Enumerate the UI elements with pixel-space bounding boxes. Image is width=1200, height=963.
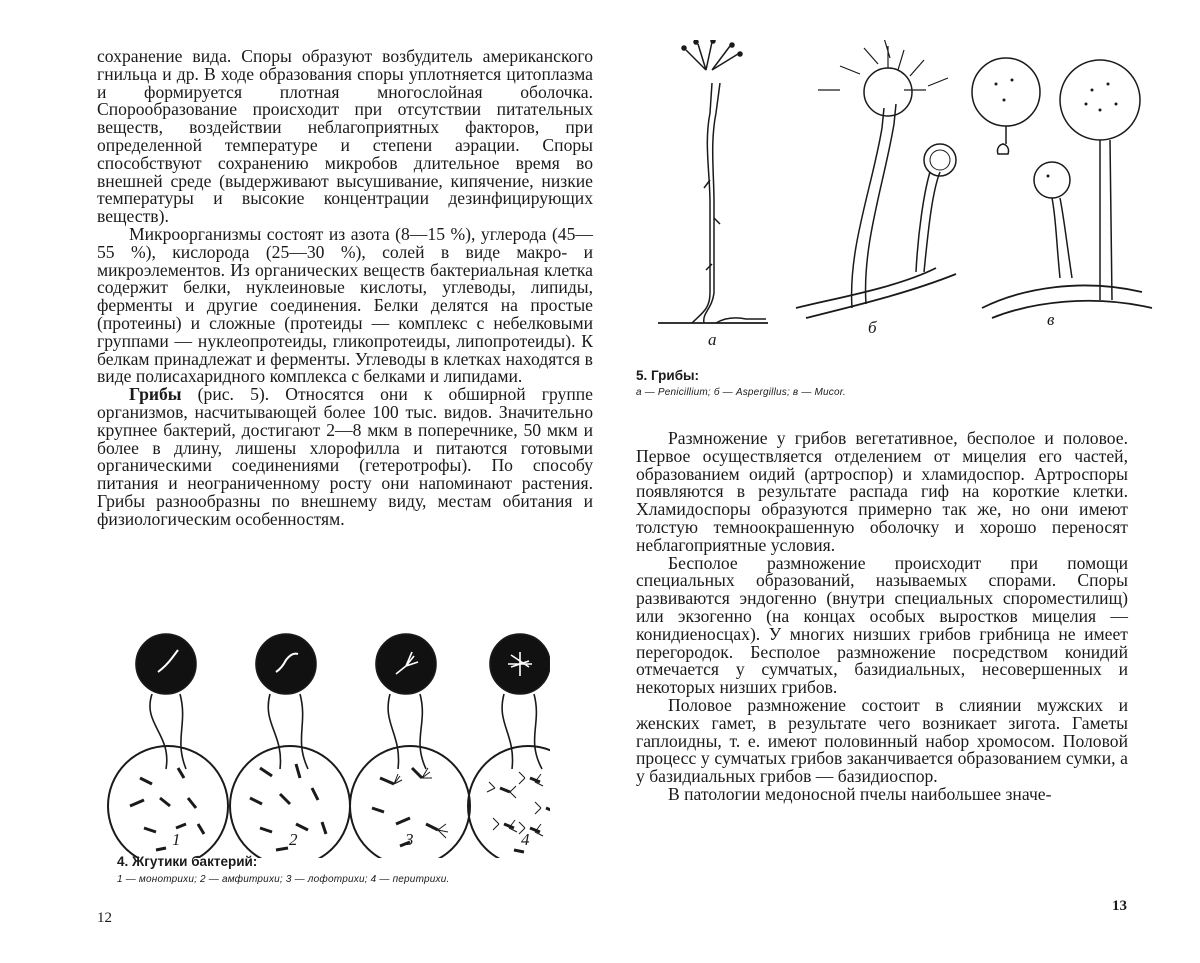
paragraph-reproduction: Размножение у грибов вегетативное, бесполое и половое. Первое осуществляется отделением от мицелия его частей, образованием оидий (артроспор) и хламидоспор. Артроспоры появляются в результате распада гиф на короткие клетки. Хламидоспоры образуются примерно так же, но они имеют толстую темноокрашенную оболочку и хорошо переносят неблагоприятные условия. [636,428,1128,555]
fungi-text: (рис. 5). Относятся они к обширной группе организмов, насчитывающей более 100 тыс. видов. Значительно крупнее бактерий, достигают 2—8 мкм в поперечнике, 50 мкм и более в длину, лишены хлорофилла и питаются готовыми органическими соединениями (гетеротрофы). По способу питания и неограниченному росту они напоминают растения. Грибы разнообразны по внешнему виду, местам обитания и физиологическим особенностям. [97,384,593,529]
page-number-left: 12 [97,910,112,926]
figure-4-flagella [100,628,550,858]
right-page [600,0,1200,963]
fungi-term: Грибы [129,384,182,405]
figure-4-lophotrichous-illustration [350,634,470,858]
page-number-right: 13 [1112,898,1127,914]
figure-4-amphitrichous-illustration [230,634,350,858]
figure-5-fungi [656,40,1166,340]
figure-4-label-2: 2 [289,830,298,849]
paragraph-composition: Микроорганизмы состоят из азота (8—15 %), углерода (45—55 %), кислорода (25—30 %), солей в виде макро- и микроэлементов. Из органических веществ бактериальная клетка содержит белки, нуклеиновые кислоты, углеводы, липиды, ферменты и другие соединения. Белки делятся на простые (протеины) и сложные (протеиды — комплекс с небелковыми группами — нуклеопротеиды, гликопротеиды, липопротеиды). К белкам принадлежат и ферменты. Углеводы в клетках находятся в виде полисахаридного комплекса с белками и липидами. [97,223,593,387]
figure-5-caption-body: а — Penicillium; б — Aspergillus; в — Mucor. [636,387,846,398]
figure-4-monotrichous-illustration [108,634,228,858]
paragraph-sexual: Половое размножение состоит в слиянии мужских и женских гамет, в результате чего возникает зигота. Гаметы гаплоидны, т. е. имеют половинный набор хромосом. Половой процесс у сумчатых грибов заканчивается образованием сумки, а у базидиальных грибов — базидиоспор. [636,694,1128,787]
figure-4-label-1: 1 [172,830,181,849]
figure-5-mucor-illustration [972,58,1152,318]
figure-5-label-b: б [868,318,877,337]
figure-4-label-3: 3 [405,830,414,849]
paragraph-fungi [97,386,593,528]
left-text-column [97,48,593,529]
figure-5-aspergillus-illustration [796,40,956,318]
figure-4-peritrichous-illustration [468,634,550,858]
paragraph-spores: сохранение вида. Споры образуют возбудитель американского гнильца и др. В ходе образования споры уплотняется цитоплазма и формируется плотная многослойная оболочка. Спорообразование происходит при отсутствии питательных веществ, воздействии неблагоприятных факторов, при определенной температуре и степени аэрации. Споры способствуют сохранению микробов длительное время во внешней среде (выдерживают высушивание, кипячение, низкие температуры и высокие концентрации дезинфицирующих веществ). [97,46,593,227]
paragraph-asexual: Бесполое размножение происходит при помощи специальных образований, называемых спорами. Споры развиваются эндогенно (внутри специальных спороместилищ) или экзогенно (на концах особых выростков мицелия — конидиеносцах). У многих низших грибов грибница не имеет перегородок. Бесполое размножение посредством конидий отмечается у сумчатых, базидиальных, несовершенных и некоторых низших грибов. [636,552,1128,698]
figure-5-caption-title: 5. Грибы: [636,368,700,383]
figure-5-label-a: а [708,330,717,349]
figure-4-caption-body: 1 — монотрихи; 2 — амфитрихи; 3 — лофотрихи; 4 — перитрихи. [117,874,450,885]
paragraph-pathology: В патологии медоносной пчелы наибольшее значе- [668,783,1052,804]
figure-4-label-4: 4 [521,830,530,849]
figure-4-caption-title: 4. Жгутики бактерий: [117,854,258,869]
right-text-column [636,430,1128,804]
figure-5-penicillium-illustration [658,40,768,323]
figure-5-label-v: в [1047,310,1055,329]
